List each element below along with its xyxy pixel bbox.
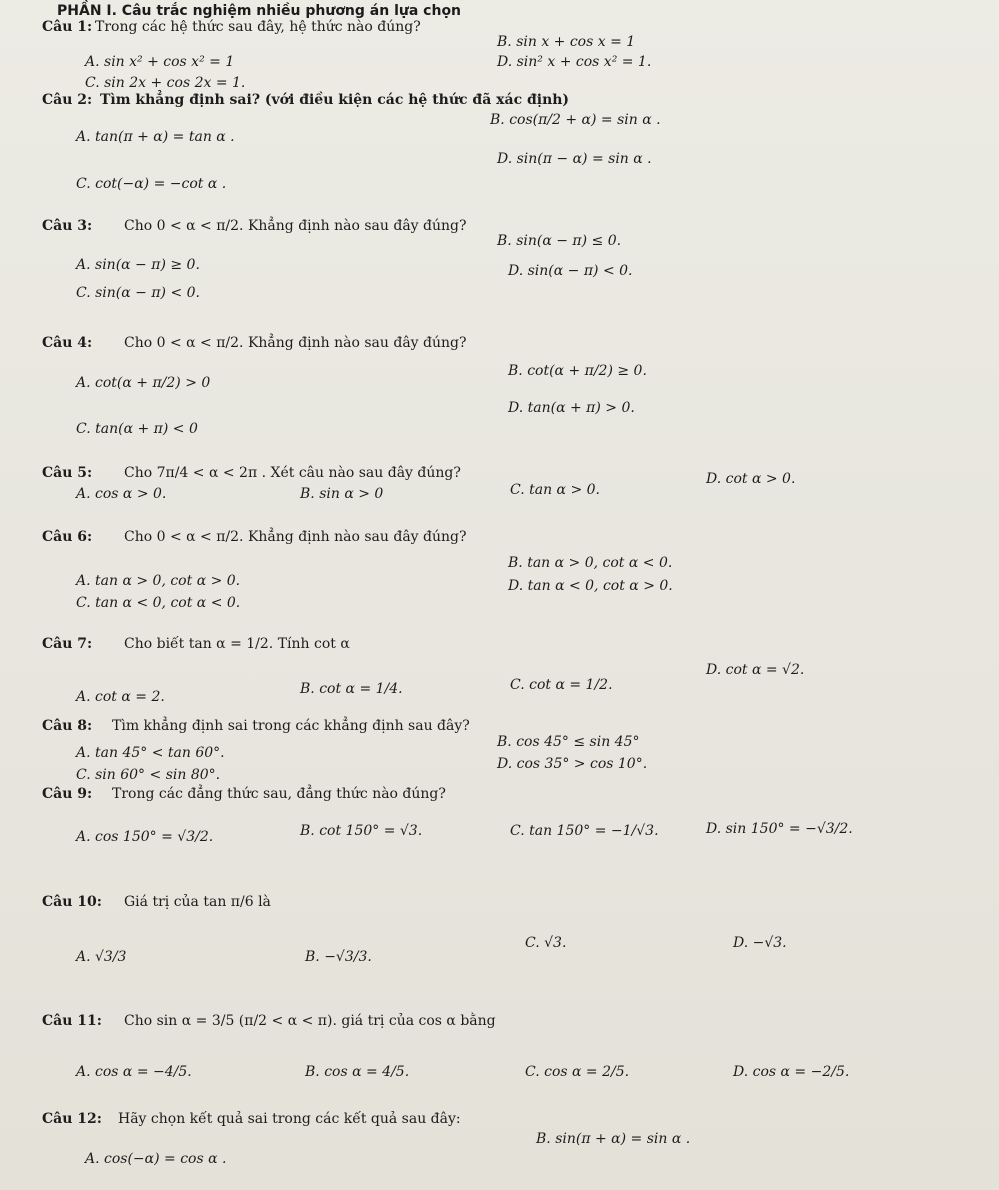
question-7-option-d: D. cot α = √2. [706, 662, 805, 678]
question-4-stem: Cho 0 < α < π/2. Khẳng định nào sau đây đúng? [124, 335, 467, 351]
question-9-option-d: D. sin 150° = −√3/2. [706, 821, 853, 837]
question-12-option-b: B. sin(π + α) = sin α . [536, 1131, 691, 1147]
question-11-option-d: D. cos α = −2/5. [733, 1064, 850, 1080]
question-8-label: Câu 8: [42, 718, 93, 734]
question-5-option-a: A. cos α > 0. [76, 486, 167, 502]
question-11-option-a: A. cos α = −4/5. [76, 1064, 192, 1080]
question-2-label: Câu 2: [42, 92, 93, 108]
question-8-option-a: A. tan 45° < tan 60°. [76, 745, 225, 761]
question-8-option-c: C. sin 60° < sin 80°. [76, 767, 221, 783]
question-4-label: Câu 4: [42, 335, 93, 351]
question-9-label: Câu 9: [42, 786, 93, 802]
question-10-label: Câu 10: [42, 894, 102, 910]
question-7-stem: Cho biết tan α = 1/2. Tính cot α [124, 636, 350, 652]
question-11-option-b: B. cos α = 4/5. [305, 1064, 410, 1080]
question-9-option-c: C. tan 150° = −1/√3. [510, 823, 659, 839]
question-4-option-c: C. tan(α + π) < 0 [76, 421, 198, 437]
question-3-label: Câu 3: [42, 218, 93, 234]
question-7-option-c: C. cot α = 1/2. [510, 677, 613, 693]
question-2-option-a: A. tan(π + α) = tan α . [76, 129, 235, 145]
question-7-option-a: A. cot α = 2. [76, 689, 165, 705]
question-10-option-d: D. −√3. [733, 935, 787, 951]
question-3-option-d: D. sin(α − π) < 0. [508, 263, 633, 279]
question-1-option-a: A. sin x² + cos x² = 1 [85, 54, 235, 70]
question-5-option-c: C. tan α > 0. [510, 482, 600, 498]
question-5-option-d: D. cot α > 0. [706, 471, 796, 487]
question-3-option-c: C. sin(α − π) < 0. [76, 285, 200, 301]
question-10-option-c: C. √3. [525, 935, 567, 951]
question-8-option-b: B. cos 45° ≤ sin 45° [497, 734, 640, 750]
question-12-label: Câu 12: [42, 1111, 102, 1127]
question-6-label: Câu 6: [42, 529, 93, 545]
question-2-option-c: C. cot(−α) = −cot α . [76, 176, 227, 192]
question-1-option-b: B. sin x + cos x = 1 [497, 34, 636, 50]
question-11-option-c: C. cos α = 2/5. [525, 1064, 630, 1080]
question-9-stem: Trong các đẳng thức sau, đẳng thức nào đúng? [112, 786, 446, 802]
question-3-option-a: A. sin(α − π) ≥ 0. [76, 257, 200, 273]
question-1-option-c: C. sin 2x + cos 2x = 1. [85, 75, 246, 91]
question-10-stem: Giá trị của tan π/6 là [124, 894, 271, 910]
question-11-stem: Cho sin α = 3/5 (π/2 < α < π). giá trị của cos α bằng [124, 1013, 496, 1029]
question-7-label: Câu 7: [42, 636, 93, 652]
question-12-stem: Hãy chọn kết quả sai trong các kết quả sau đây: [118, 1111, 461, 1127]
question-4-option-d: D. tan(α + π) > 0. [508, 400, 635, 416]
question-1-label: Câu 1: [42, 19, 93, 35]
question-3-stem: Cho 0 < α < π/2. Khẳng định nào sau đây đúng? [124, 218, 467, 234]
question-9-option-a: A. cos 150° = √3/2. [76, 829, 214, 845]
question-5-stem: Cho 7π/4 < α < 2π . Xét câu nào sau đây đúng? [124, 465, 461, 481]
question-11-label: Câu 11: [42, 1013, 102, 1029]
question-1-stem: Trong các hệ thức sau đây, hệ thức nào đúng? [95, 19, 421, 35]
section-title: PHẦN I. Câu trắc nghiệm nhiều phương án lựa chọn [57, 3, 462, 19]
question-10-option-a: A. √3/3 [76, 949, 127, 965]
question-5-label: Câu 5: [42, 465, 93, 481]
question-6-option-c: C. tan α < 0, cot α < 0. [76, 595, 241, 611]
question-8-stem: Tìm khẳng định sai trong các khẳng định sau đây? [112, 718, 470, 734]
question-4-option-a: A. cot(α + π/2) > 0 [76, 375, 211, 391]
question-12-option-a: A. cos(−α) = cos α . [85, 1151, 227, 1167]
question-6-option-d: D. tan α < 0, cot α > 0. [508, 578, 673, 594]
question-9-option-b: B. cot 150° = √3. [300, 823, 423, 839]
question-10-option-b: B. −√3/3. [305, 949, 372, 965]
question-2-option-d: D. sin(π − α) = sin α . [497, 151, 652, 167]
question-6-stem: Cho 0 < α < π/2. Khẳng định nào sau đây đúng? [124, 529, 467, 545]
question-7-option-b: B. cot α = 1/4. [300, 681, 403, 697]
question-5-option-b: B. sin α > 0 [300, 486, 384, 502]
question-4-option-b: B. cot(α + π/2) ≥ 0. [508, 363, 647, 379]
question-2-stem: Tìm khẳng định sai? (với điều kiện các hệ thức đã xác định) [100, 92, 570, 108]
question-2-option-b: B. cos(π/2 + α) = sin α . [490, 112, 661, 128]
question-6-option-a: A. tan α > 0, cot α > 0. [76, 573, 241, 589]
question-6-option-b: B. tan α > 0, cot α < 0. [508, 555, 673, 571]
question-8-option-d: D. cos 35° > cos 10°. [497, 756, 648, 772]
question-1-option-d: D. sin² x + cos x² = 1. [497, 54, 652, 70]
question-3-option-b: B. sin(α − π) ≤ 0. [497, 233, 622, 249]
